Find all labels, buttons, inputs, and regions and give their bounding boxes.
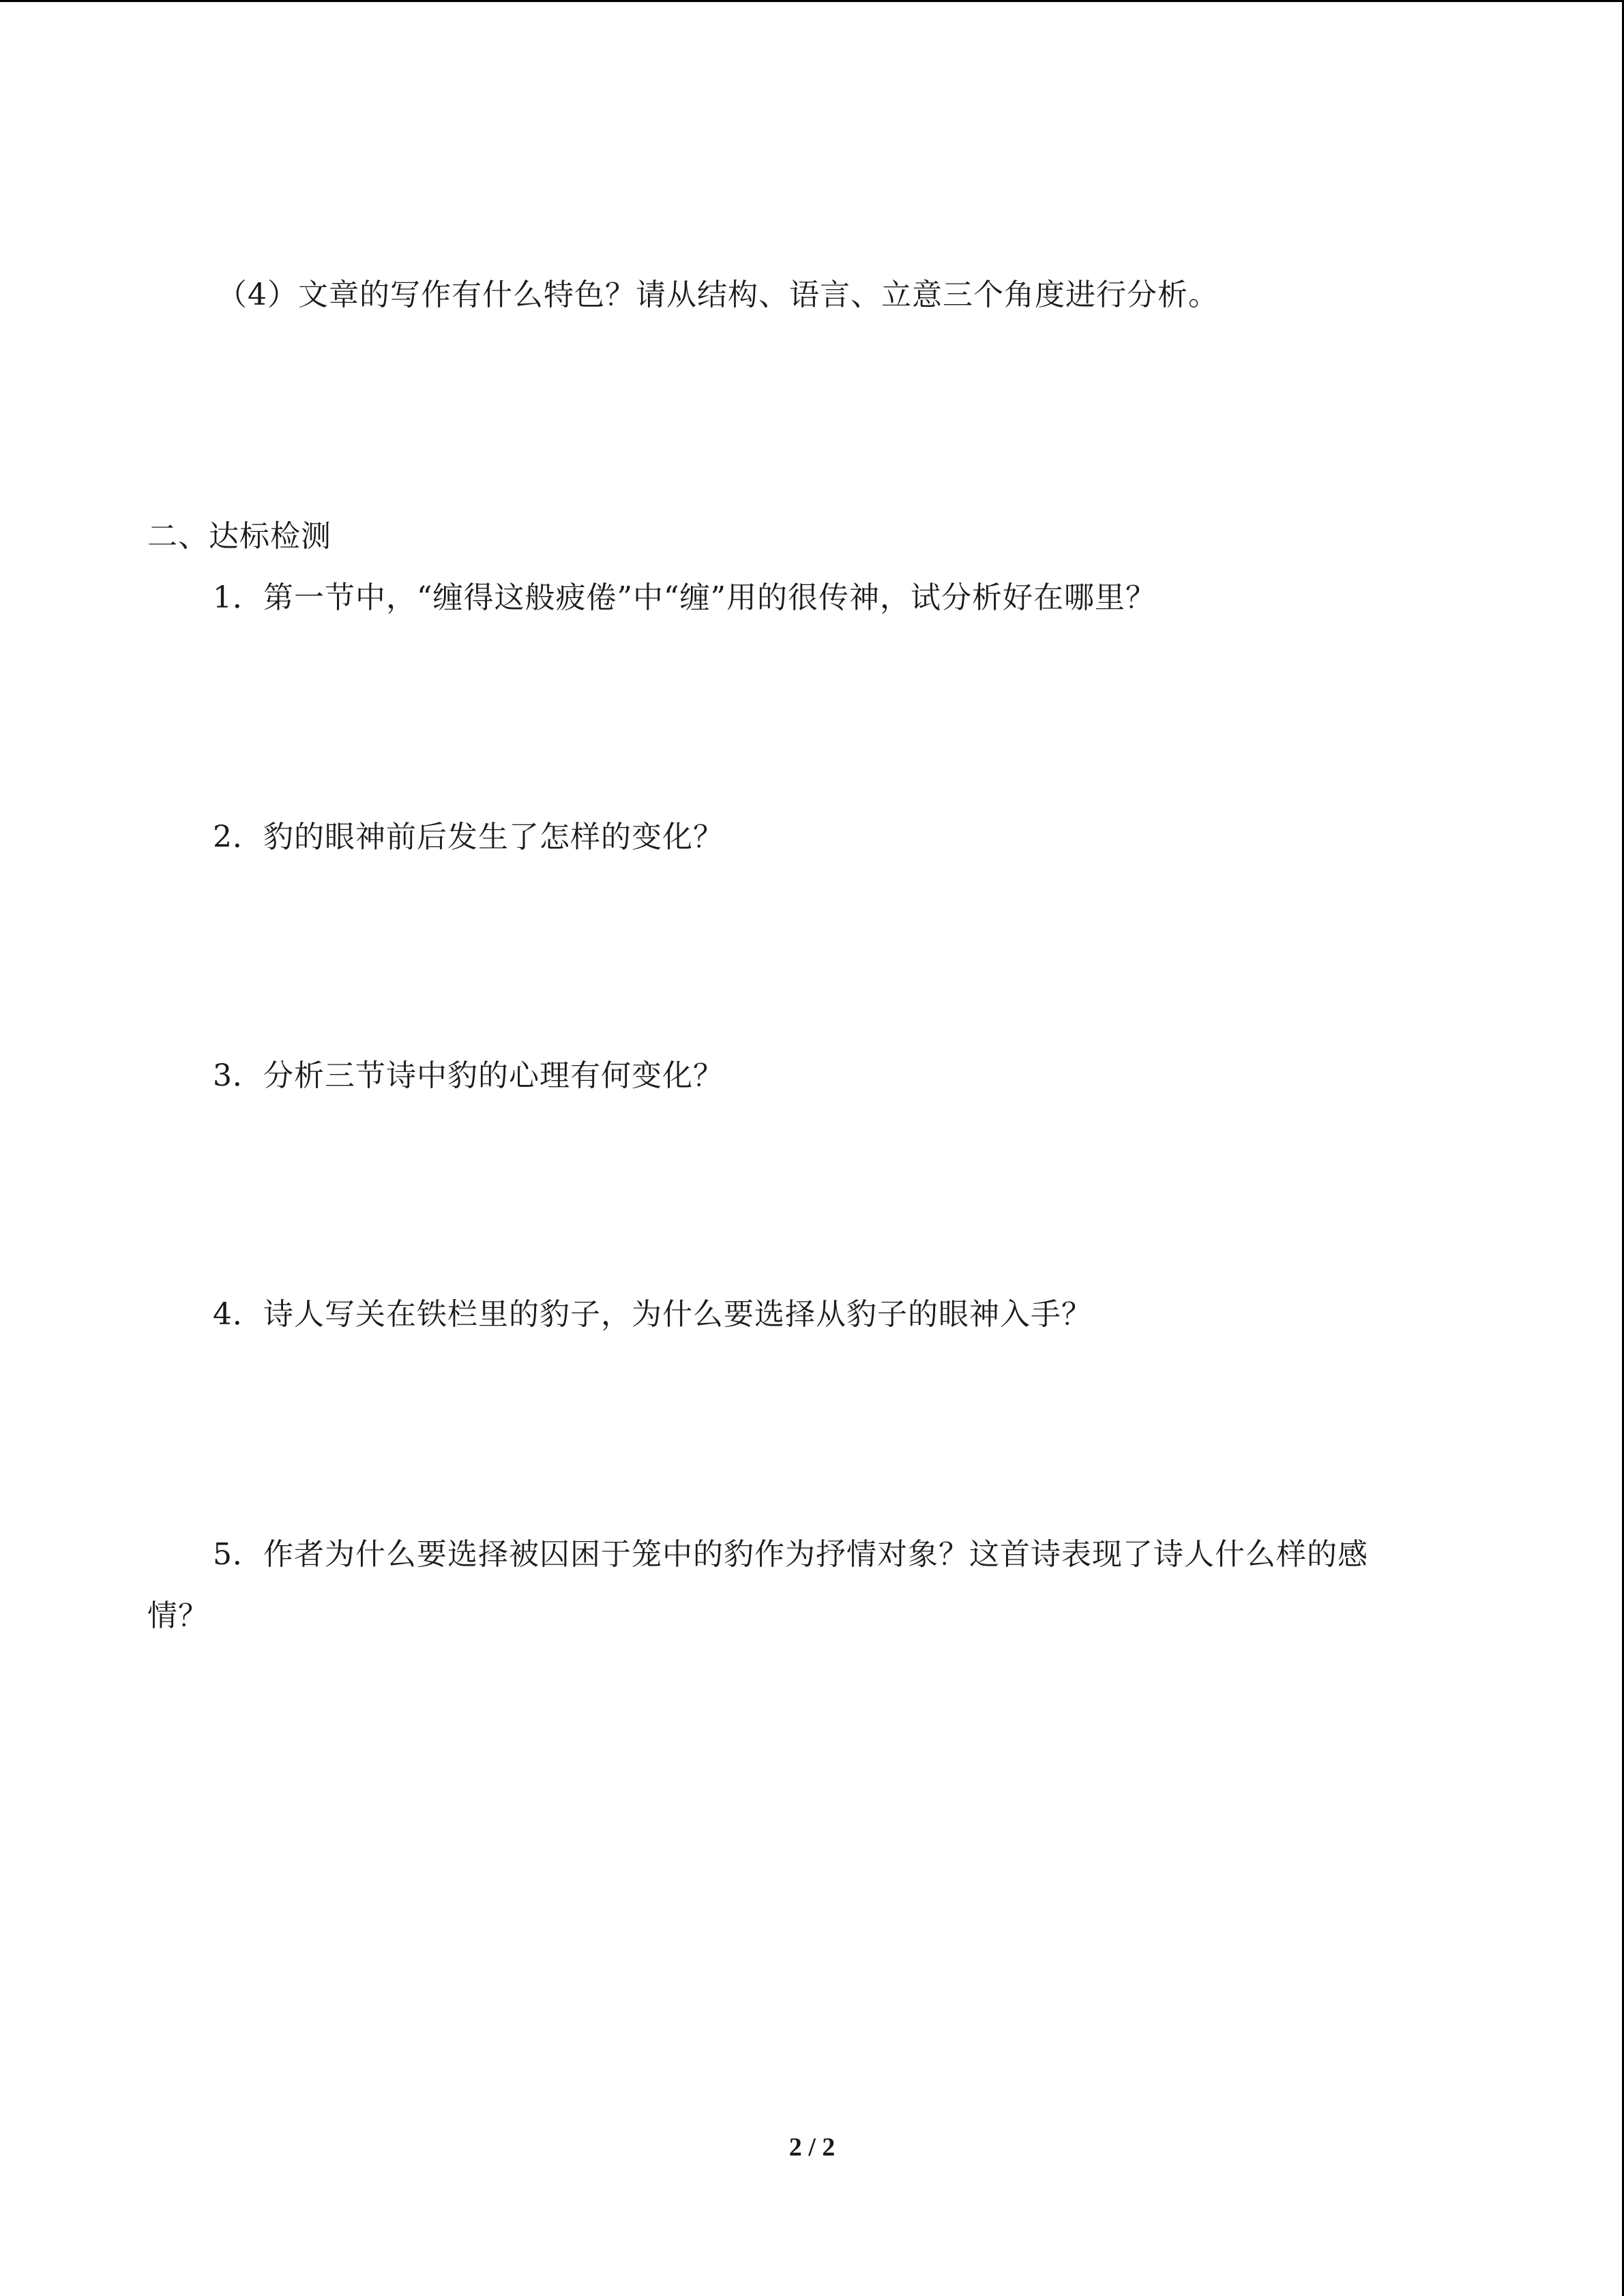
question-5-continuation: 情？ — [147, 1598, 209, 1633]
question-1: 1．第一节中，“缠得这般疲倦”中“缠”用的很传神，试分析好在哪里？ — [213, 580, 1156, 615]
page-number: 2 / 2 — [788, 2133, 836, 2162]
question-3: 3．分析三节诗中豹的心理有何变化？ — [213, 1058, 724, 1093]
top-border — [0, 0, 1624, 2]
section-heading: 二、达标检测 — [147, 519, 331, 554]
question-4-analysis: （4）文章的写作有什么特色？请从结构、语言、立意三个角度进行分析。 — [217, 278, 1219, 312]
question-4: 4．诗人写关在铁栏里的豹子，为什么要选择从豹子的眼神入手？ — [213, 1297, 1092, 1332]
question-5: 5．作者为什么要选择被囚困于笼中的豹作为抒情对象？这首诗表现了诗人什么样的感 — [213, 1537, 1368, 1572]
question-2: 2．豹的眼神前后发生了怎样的变化？ — [213, 820, 724, 854]
